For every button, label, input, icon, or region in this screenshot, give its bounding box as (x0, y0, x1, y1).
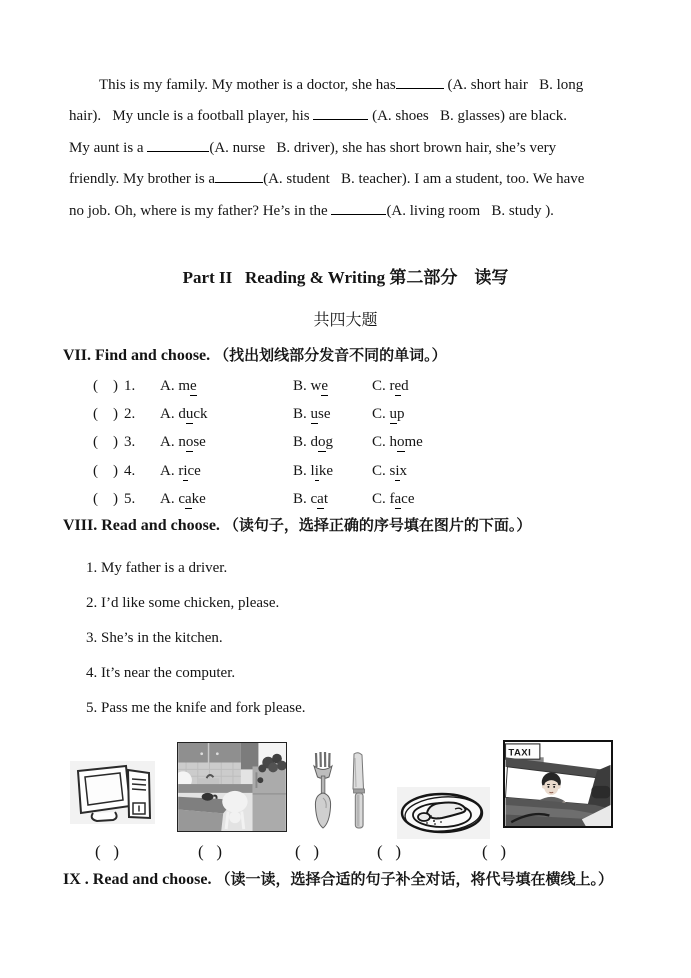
option-b[interactable] (293, 485, 372, 513)
underlined-letter: a (185, 490, 192, 507)
computer-image (70, 761, 155, 824)
cloze-text: My aunt is a (69, 139, 148, 156)
option-text: p (397, 406, 405, 423)
option-text: ke (191, 490, 206, 507)
plate-of-chicken-image (397, 787, 490, 839)
cloze-text: hair). My uncle is a football player, his (69, 108, 314, 125)
answer-paren[interactable]: ( ) (93, 378, 118, 394)
option-a[interactable] (160, 485, 293, 513)
underlined-letter: e (321, 378, 329, 394)
option-text: A. d (160, 406, 186, 423)
option-c[interactable] (372, 457, 633, 485)
option-text: B. w (293, 378, 322, 394)
section-vii-title-zh: （找出划线部分发音不同的单词。） (214, 347, 447, 364)
section-viii-heading (63, 514, 531, 535)
underlined-letter: a (394, 490, 402, 507)
option-a[interactable] (160, 400, 293, 428)
option-b[interactable] (293, 372, 372, 400)
sentence-3: 3. She’s in the kitchen. (86, 630, 223, 646)
blank-5[interactable] (331, 200, 386, 215)
option-a[interactable] (160, 372, 293, 400)
sentence-2: 2. I’d like some chicken, please. (86, 595, 280, 611)
option-text: ck (193, 406, 208, 423)
picture-answer-slot-5[interactable]: ( ) (482, 842, 507, 861)
part2-title: Part II Reading & Writing 第二部分 读写 (182, 268, 509, 287)
option-text: d (401, 378, 409, 394)
underlined-letter: u (389, 406, 398, 423)
section-ix-heading (63, 868, 613, 889)
option-text: t (323, 490, 329, 507)
picture-answer-slot-2[interactable]: ( ) (198, 842, 223, 861)
underlined-letter: u (310, 406, 319, 423)
underlined-letter: a (317, 490, 324, 507)
cloze-line (69, 101, 669, 132)
section-vii-title-en: VII. Find and choose. (63, 347, 211, 364)
section-viii-title-en: VIII. Read and choose. (63, 517, 220, 534)
option-text: se (193, 434, 206, 451)
cloze-text: (A. shoes B. glasses) are black. (368, 108, 568, 125)
vii-row-5 (93, 485, 633, 513)
cloze-text: (A. short hair B. long (443, 77, 584, 93)
option-text: B. l (293, 462, 315, 479)
option-c[interactable] (372, 485, 633, 513)
taxi-sign-label: TAXI (508, 747, 532, 759)
part2-subtitle: 共四大题 (313, 312, 378, 329)
underlined-letter: i (314, 462, 319, 479)
underlined-letter: o (397, 434, 405, 451)
option-text: C. h (372, 434, 398, 451)
answer-paren[interactable]: ( ) (93, 434, 118, 451)
answer-slot[interactable] (93, 372, 160, 400)
blank-1[interactable] (396, 74, 444, 89)
item-number: 4. (124, 462, 136, 479)
item-number: 2. (124, 406, 136, 423)
underlined-letter: i (395, 462, 400, 479)
option-text: C. s (372, 462, 396, 479)
option-text: C. (372, 406, 390, 423)
sentence-1: 1. My father is a driver. (86, 560, 228, 576)
item-number: 1. (124, 378, 136, 394)
vii-row-2 (93, 400, 633, 428)
underlined-letter: o (185, 434, 194, 451)
cloze-text: (A. living room B. study ). (386, 202, 554, 219)
item-number: 5. (124, 490, 136, 507)
underlined-letter: i (183, 462, 188, 479)
answer-slot[interactable] (93, 428, 160, 456)
answer-paren[interactable]: ( ) (93, 490, 118, 507)
item-number: 3. (124, 434, 136, 451)
answer-slot[interactable] (93, 457, 160, 485)
option-text: B. (293, 406, 311, 423)
option-text: B. c (293, 490, 318, 507)
blank-2[interactable] (313, 105, 368, 120)
cloze-line (69, 70, 669, 101)
picture-answer-slot-3[interactable]: ( ) (295, 842, 320, 861)
option-text: ke (318, 462, 334, 479)
answer-paren[interactable]: ( ) (93, 406, 118, 423)
fork-and-knife-image (303, 750, 378, 832)
picture-answer-slot-1[interactable]: ( ) (95, 842, 120, 861)
section-viii-title-zh: （读句子，选择正确的序号填在图片的下面。） (223, 517, 532, 534)
option-text: A. r (160, 462, 184, 479)
cloze-line (69, 164, 669, 195)
viii-sentence-list (86, 551, 306, 726)
cloze-text: This is my family. My mother is a doctor, she has (99, 77, 396, 93)
picture-answer-slot-4[interactable]: ( ) (377, 842, 402, 861)
option-a[interactable] (160, 428, 293, 456)
option-text: A. c (160, 490, 185, 507)
cloze-text: (A. nurse B. driver), she has short brown hair, she’s very (209, 139, 557, 156)
taxi-driver-image (503, 740, 613, 828)
option-b[interactable] (293, 400, 372, 428)
option-text: se (318, 406, 331, 423)
option-text: g (325, 434, 334, 451)
vii-options-table (93, 372, 633, 513)
blank-3[interactable] (147, 137, 209, 152)
option-b[interactable] (293, 457, 372, 485)
option-text: B. d (293, 434, 319, 451)
section-ix-title-zh: （读一读，选择合适的句子补全对话，将代号填在横线上。） (215, 871, 613, 888)
option-text: A. n (160, 434, 186, 451)
cloze-text: friendly. My brother is a (69, 171, 216, 188)
underlined-letter: e (190, 378, 197, 394)
vii-row-3 (93, 428, 633, 456)
option-b[interactable] (293, 428, 372, 456)
cloze-line (69, 196, 669, 227)
underlined-letter: o (318, 434, 326, 451)
sentence-5: 5. Pass me the knife and fork please. (86, 700, 306, 716)
vii-row-4 (93, 457, 633, 485)
blank-4[interactable] (215, 168, 263, 183)
kitchen-image (177, 742, 287, 832)
option-text: ce (187, 462, 201, 479)
option-text: x (399, 462, 408, 479)
option-a[interactable] (160, 457, 293, 485)
section-ix-title-en: IX . Read and choose. (63, 871, 212, 888)
option-c[interactable] (372, 372, 633, 400)
cloze-line (69, 133, 669, 164)
underlined-letter: u (185, 406, 194, 423)
option-text: A. m (160, 378, 190, 394)
option-c[interactable] (372, 428, 633, 456)
option-text: C. r (372, 378, 395, 394)
section-vii-heading (63, 344, 447, 365)
answer-paren[interactable]: ( ) (93, 462, 118, 479)
cloze-text: no job. Oh, where is my father? He’s in the (69, 202, 332, 219)
option-text: C. f (372, 490, 395, 507)
underlined-letter: e (394, 378, 402, 394)
answer-slot[interactable] (93, 400, 160, 428)
cloze-text: (A. student B. teacher). I am a student, too. We have (263, 171, 585, 188)
sentence-4: 4. It’s near the computer. (86, 665, 236, 681)
option-c[interactable] (372, 400, 633, 428)
vii-row-1 (93, 372, 633, 400)
option-text: ce (401, 490, 415, 507)
cloze-paragraph (69, 70, 669, 227)
answer-slot[interactable] (93, 485, 160, 513)
option-text: me (404, 434, 423, 451)
